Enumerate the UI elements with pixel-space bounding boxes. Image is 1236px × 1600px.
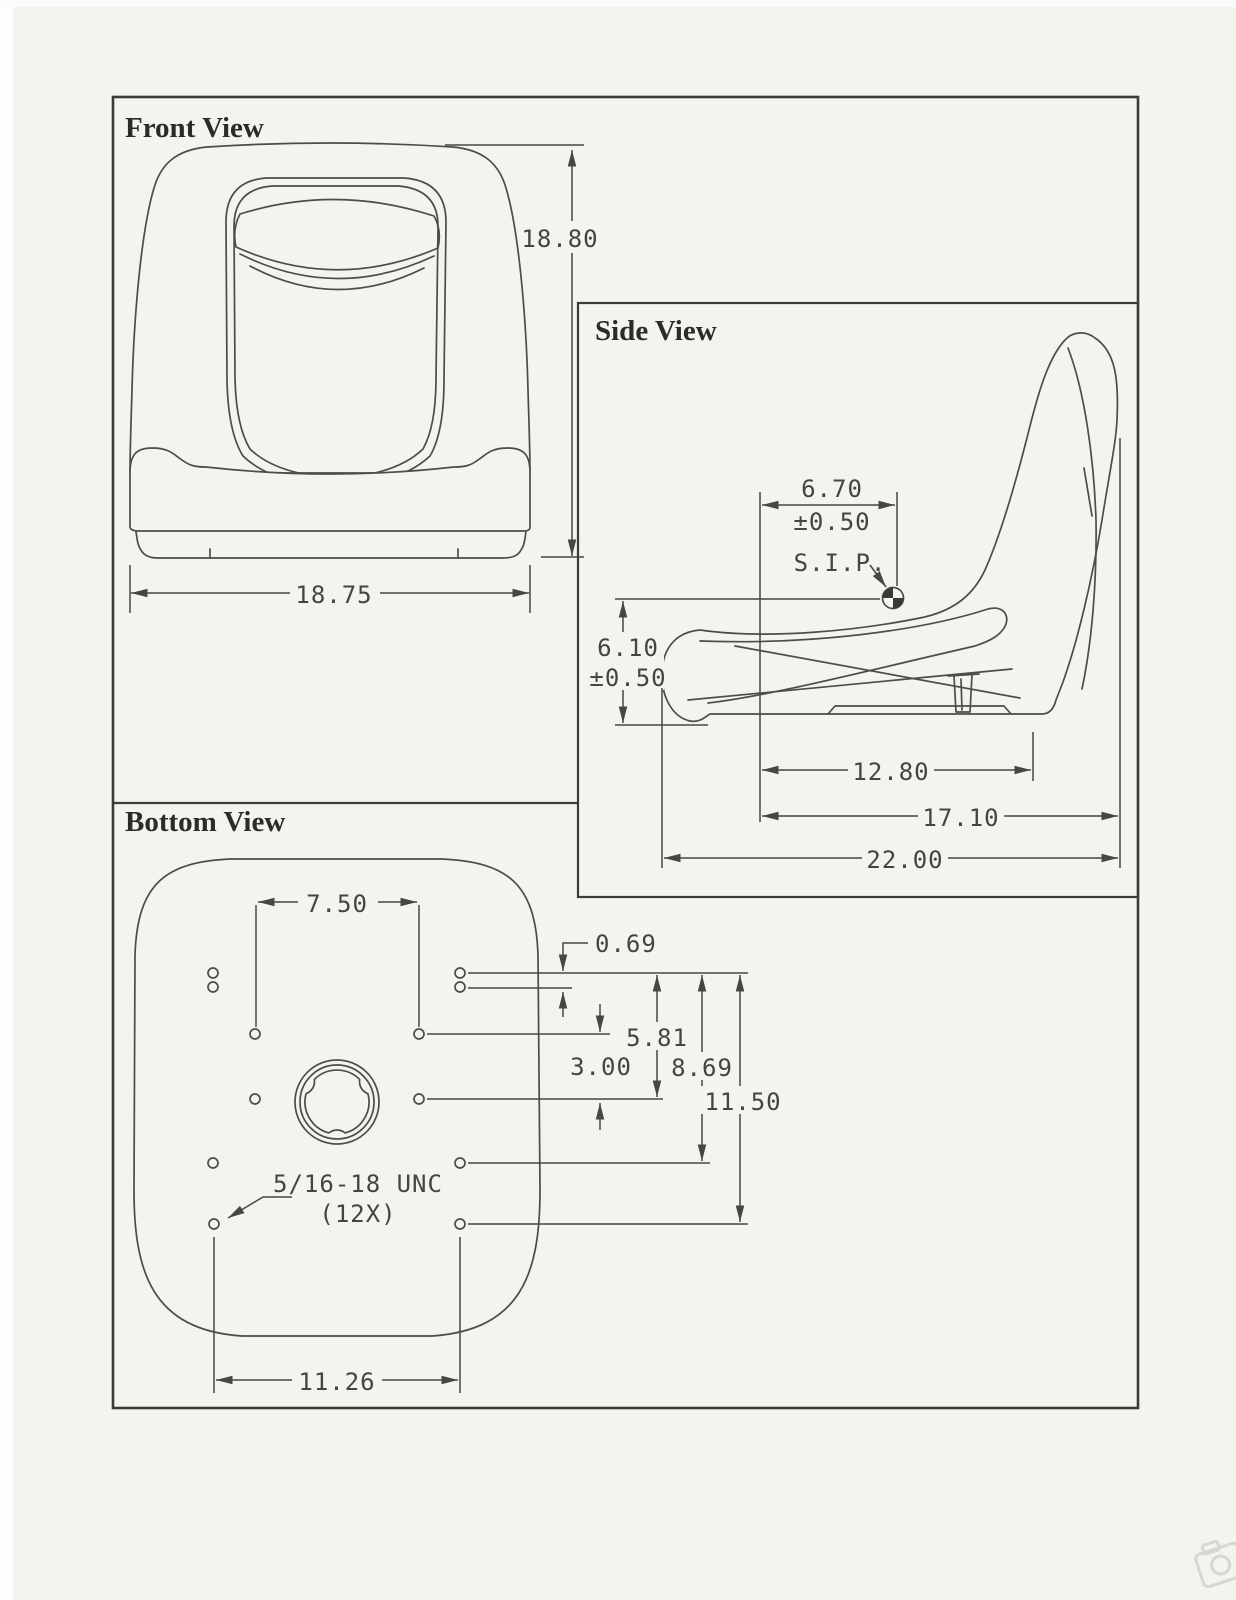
mid-gap-dim: 3.00: [570, 1053, 632, 1081]
thread-leader: [228, 1197, 292, 1218]
bottom-view: [125, 806, 786, 1396]
seat-height-tol: ±0.50: [589, 664, 667, 692]
sip-offset-tol: ±0.50: [793, 508, 871, 536]
sip-offset-dim: 6.70: [801, 475, 863, 503]
center-hole-ring: [300, 1065, 374, 1139]
center-hole-outer: [295, 1060, 379, 1144]
seat-profile-outline: [662, 333, 1118, 721]
overall-dim: 22.00: [866, 846, 944, 874]
front-view: [125, 112, 600, 613]
side-view-title: Side View: [595, 315, 717, 347]
mounting-hole: [250, 1029, 260, 1039]
mounting-hole: [414, 1029, 424, 1039]
mounting-hole: [455, 1158, 465, 1168]
pair-gap-arrow-top: [563, 943, 588, 971]
mounting-hole: [250, 1094, 260, 1104]
row5-dim: 11.50: [704, 1088, 782, 1116]
thread-note-line1: 5/16-18 UNC: [273, 1170, 443, 1198]
seat-pan-outline: [134, 859, 540, 1336]
mounting-hole: [208, 982, 218, 992]
row3-dim: 5.81: [626, 1024, 688, 1052]
mounting-hole: [455, 1219, 465, 1229]
sip-quadrant: [893, 598, 904, 609]
center-hole-scallop: [305, 1070, 369, 1133]
seat-back-outline: [130, 143, 530, 473]
mounting-hole: [209, 1219, 219, 1229]
row4-dim: 8.69: [671, 1054, 733, 1082]
pair-gap-dim: 0.69: [595, 930, 657, 958]
mounting-hole: [455, 968, 465, 978]
depth-dim: 17.10: [922, 804, 1000, 832]
mounting-hole: [208, 968, 218, 978]
camera-icon: [1192, 1535, 1236, 1588]
cushion-skirt: [136, 531, 526, 558]
bottom-view-title: Bottom View: [125, 806, 286, 838]
sip-quadrant: [883, 588, 894, 599]
front-width-dim: 18.75: [295, 581, 373, 609]
mounting-hole: [455, 982, 465, 992]
seat-height-dim: 6.10: [597, 634, 659, 662]
mounting-hole: [208, 1158, 218, 1168]
bottom-width-dim: 11.26: [298, 1368, 376, 1396]
rail-dim: 12.80: [852, 758, 930, 786]
front-view-title: Front View: [125, 112, 264, 144]
hole-span-dim: 7.50: [306, 890, 368, 918]
sip-label: S.I.P.: [793, 549, 887, 577]
thread-note-line2: (12X): [319, 1200, 397, 1228]
front-height-dim: 18.80: [521, 225, 599, 253]
side-view: [589, 315, 1120, 874]
mounting-hole: [414, 1094, 424, 1104]
